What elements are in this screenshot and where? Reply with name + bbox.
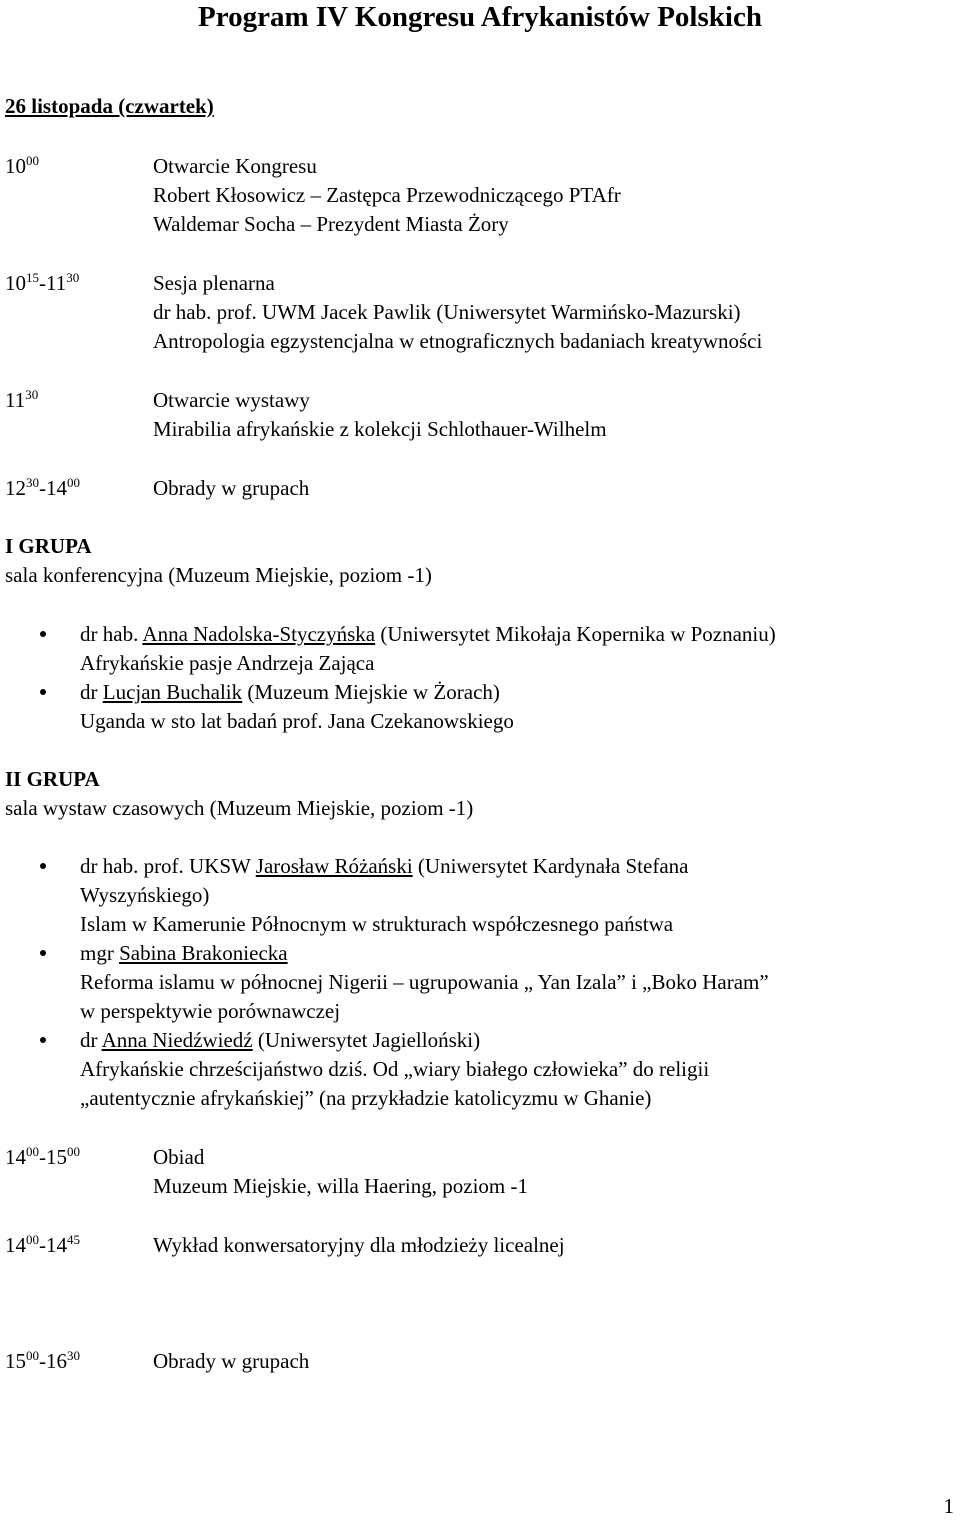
session-title: Obrady w grupach bbox=[153, 476, 310, 500]
session-block bbox=[153, 152, 953, 239]
page-number: 1 bbox=[943, 1494, 954, 1518]
group-room: sala wystaw czasowych (Muzeum Miejskie, poziom -1) bbox=[5, 796, 474, 820]
session-line: dr hab. prof. UWM Jacek Pawlik (Uniwersytet Warmińsko-Mazurski) bbox=[153, 300, 741, 324]
session-title: Otwarcie wystawy bbox=[153, 388, 310, 412]
talk-topic: Reforma islamu w północnej Nigerii – ugrupowania „ Yan Izala” i „Boko Haram” bbox=[80, 970, 769, 994]
session-line: Waldemar Socha – Prezydent Miasta Żory bbox=[153, 212, 509, 236]
session-line: Antropologia egzystencjalna w etnograficznych badaniach kreatywności bbox=[153, 329, 763, 353]
list-item: dr Lucjan Buchalik (Muzeum Miejskie w Żorach) Uganda w sto lat badań prof. Jana Czekanowskiego bbox=[80, 678, 940, 736]
day-heading: 26 listopada (czwartek) bbox=[5, 94, 214, 118]
session-title: Otwarcie Kongresu bbox=[153, 154, 317, 178]
talk-topic: Afrykańskie chrześcijaństwo dziś. Od „wiary białego człowieka” do religii bbox=[80, 1057, 710, 1081]
session-time: $15^{00}-16^{30}$ bbox=[5, 1348, 80, 1373]
group-room: sala konferencyjna (Muzeum Miejskie, poziom -1) bbox=[5, 563, 432, 587]
session-time: $10^{00}$ bbox=[5, 153, 39, 178]
session-time: $11^{30}$ bbox=[5, 387, 39, 412]
session-block bbox=[153, 1143, 953, 1201]
talk-topic: w perspektywie porównawczej bbox=[80, 999, 341, 1023]
talk-list bbox=[80, 852, 940, 1113]
speaker-name: Lucjan Buchalik bbox=[102, 680, 243, 704]
session-line: Muzeum Miejskie, willa Haering, poziom -1 bbox=[153, 1174, 528, 1198]
session-time: $10^{15}-11^{30}$ bbox=[5, 270, 80, 295]
speaker-affiliation: Wyszyńskiego) bbox=[80, 883, 210, 907]
session-block bbox=[153, 386, 953, 444]
session-time: $12^{30}-14^{00}$ bbox=[5, 475, 80, 500]
session-line: Robert Kłosowicz – Zastępca Przewodniczącego PTAfr bbox=[153, 183, 621, 207]
group-title: I GRUPA bbox=[5, 534, 92, 558]
session-time: $14^{00}-15^{00}$ bbox=[5, 1144, 80, 1169]
talk-topic: Islam w Kamerunie Północnym w strukturach współczesnego państwa bbox=[80, 912, 674, 936]
session-title: Wykład konwersatoryjny dla młodzieży licealnej bbox=[153, 1233, 565, 1257]
list-item: dr hab. prof. UKSW Jarosław Różański (Uniwersytet Kardynała Stefana Wyszyńskiego) Islam w Kamerunie Północnym w strukturach współczesnego państwa bbox=[80, 852, 940, 939]
document-title: Program IV Kongresu Afrykanistów Polskich bbox=[198, 1, 762, 33]
list-item: dr hab. Anna Nadolska-Styczyńska (Uniwersytet Mikołaja Kopernika w Poznaniu) Afrykańskie pasje Andrzeja Zająca bbox=[80, 620, 940, 678]
talk-list bbox=[80, 620, 940, 736]
session-time: $14^{00}-14^{45}$ bbox=[5, 1232, 80, 1257]
talk-topic: Afrykańskie pasje Andrzeja Zająca bbox=[80, 651, 375, 675]
session-title: Obrady w grupach bbox=[153, 1349, 310, 1373]
session-block bbox=[153, 474, 953, 503]
talk-topic: „autentycznie afrykańskiej” (na przykładzie katolicyzmu w Ghanie) bbox=[80, 1086, 652, 1110]
list-item: dr Anna Niedźwiedź (Uniwersytet Jagielloński) Afrykańskie chrześcijaństwo dziś. Od „wiary białego człowieka” do religii „autentycznie afrykańskiej” (na przykładzie katolicyzmu w Ghanie) bbox=[80, 1026, 940, 1113]
session-title: Sesja plenarna bbox=[153, 271, 275, 295]
speaker-name: Anna Nadolska-Styczyńska bbox=[142, 622, 376, 646]
speaker-name: Sabina Brakoniecka bbox=[119, 941, 288, 965]
session-block bbox=[153, 1231, 953, 1260]
session-title: Obiad bbox=[153, 1145, 205, 1169]
list-item: mgr Sabina Brakoniecka Reforma islamu w północnej Nigerii – ugrupowania „ Yan Izala” i „Boko Haram” w perspektywie porównawczej bbox=[80, 939, 940, 1026]
session-block bbox=[153, 1347, 953, 1376]
session-block bbox=[153, 269, 953, 356]
speaker-name: Anna Niedźwiedź bbox=[101, 1028, 253, 1052]
group-title: II GRUPA bbox=[5, 767, 100, 791]
talk-topic: Uganda w sto lat badań prof. Jana Czekanowskiego bbox=[80, 709, 514, 733]
session-line: Mirabilia afrykańskie z kolekcji Schlothauer-Wilhelm bbox=[153, 417, 607, 441]
speaker-name: Jarosław Różański bbox=[255, 854, 413, 878]
